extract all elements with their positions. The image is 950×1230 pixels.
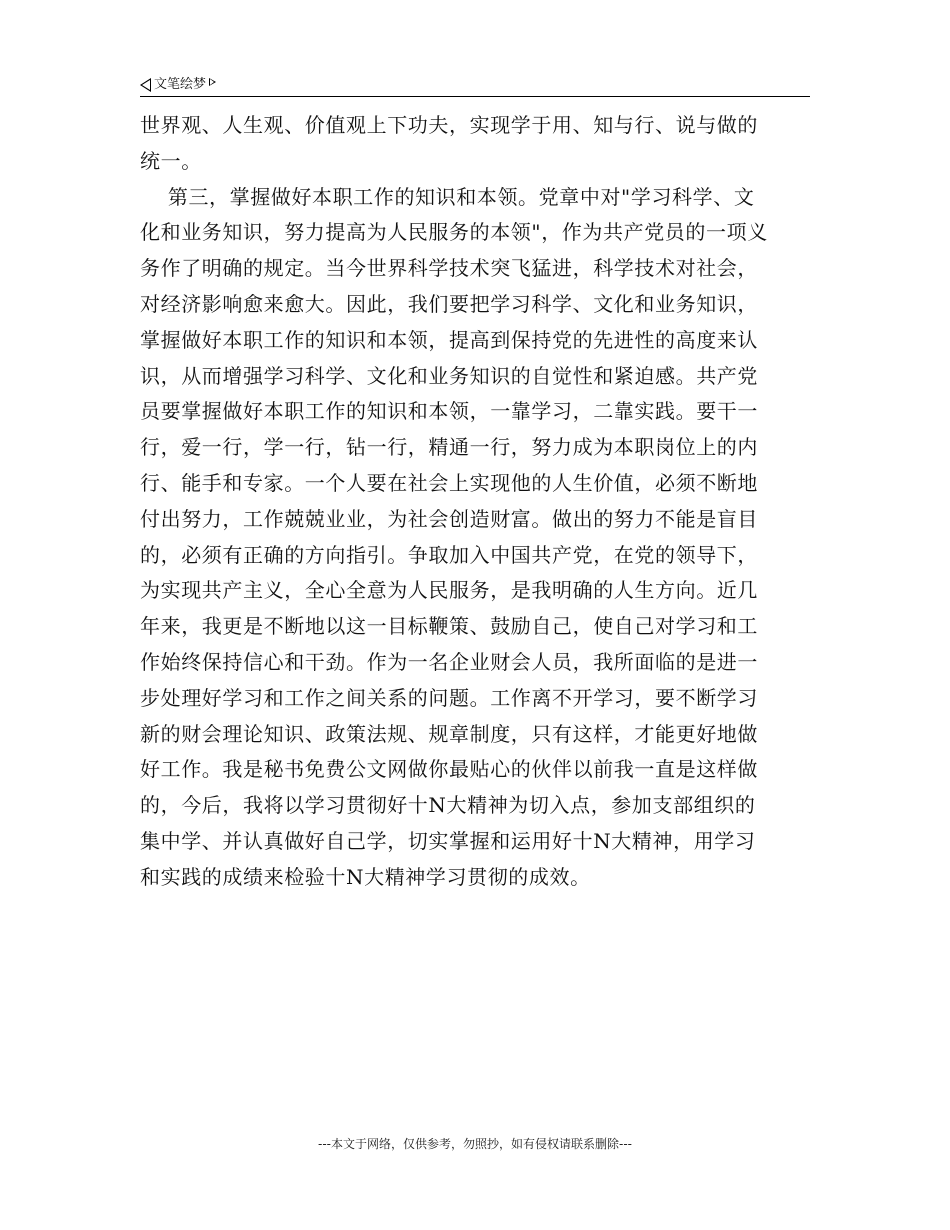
body-line: 付出努力，工作兢兢业业，为社会创造财富。做出的努力不能是盲目 [140, 506, 758, 531]
body-line: 行，爱一行，学一行，钻一行，精通一行，努力成为本职岗位上的内 [140, 435, 758, 460]
body-line: 统一。 [140, 148, 202, 173]
body-line: 步处理好学习和工作之间关系的问题。工作离不开学习，要不断学习 [140, 685, 758, 710]
triangle-right-icon [209, 78, 216, 86]
body-line: 和实践的成绩来检验十N大精神学习贯彻的成效。 [140, 864, 591, 889]
body-line: 新的财会理论知识、政策法规、规章制度，只有这样，才能更好地做 [140, 721, 758, 746]
body-line: 集中学、并认真做好自己学，切实掌握和运用好十N大精神，用学习 [140, 828, 756, 853]
body-line: 作始终保持信心和干劲。作为一名企业财会人员，我所面临的是进一 [140, 649, 758, 674]
body-line: 第三，掌握做好本职工作的知识和本领。党章中对"学习科学、文 [140, 184, 755, 209]
body-line: 行、能手和专家。一个人要在社会上实现他的人生价值，必须不断地 [140, 470, 758, 495]
body-line: 年来，我更是不断地以这一目标鞭策、鼓励自己，使自己对学习和工 [140, 614, 758, 639]
body-line: 为实现共产主义，全心全意为人民服务，是我明确的人生方向。近几 [140, 578, 758, 603]
triangle-left-icon [140, 78, 151, 92]
body-line: 务作了明确的规定。当今世界科学技术突飞猛进，科学技术对社会， [140, 256, 758, 281]
body-line: 好工作。我是秘书免费公文网做你最贴心的伙伴以前我一直是这样做 [140, 757, 758, 782]
body-line: 的，必须有正确的方向指引。争取加入中国共产党，在党的领导下， [140, 542, 758, 567]
body-line: 掌握做好本职工作的知识和本领，提高到保持党的先进性的高度来认 [140, 327, 758, 352]
header-title: 文笔绘梦 [154, 77, 207, 92]
page-header [140, 74, 810, 97]
body-line: 世界观、人生观、价值观上下功夫，实现学于用、知与行、说与做的 [140, 113, 758, 137]
footer-disclaimer: ---本文于网络，仅供参考，勿照抄，如有侵权请联系删除--- [318, 1137, 632, 1151]
body-line: 化和业务知识，努力提高为人民服务的本领"，作为共产党员的一项义 [140, 220, 768, 245]
body-line: 员要掌握做好本职工作的知识和本领，一靠学习，二靠实践。要干一 [140, 399, 758, 424]
body-line: 识，从而增强学习科学、文化和业务知识的自觉性和紧迫感。共产党 [140, 363, 758, 388]
body-line: 对经济影响愈来愈大。因此，我们要把学习科学、文化和业务知识， [140, 291, 758, 316]
body-line: 的，今后，我将以学习贯彻好十N大精神为切入点，参加支部组织的 [140, 793, 756, 818]
document-body [140, 108, 810, 896]
